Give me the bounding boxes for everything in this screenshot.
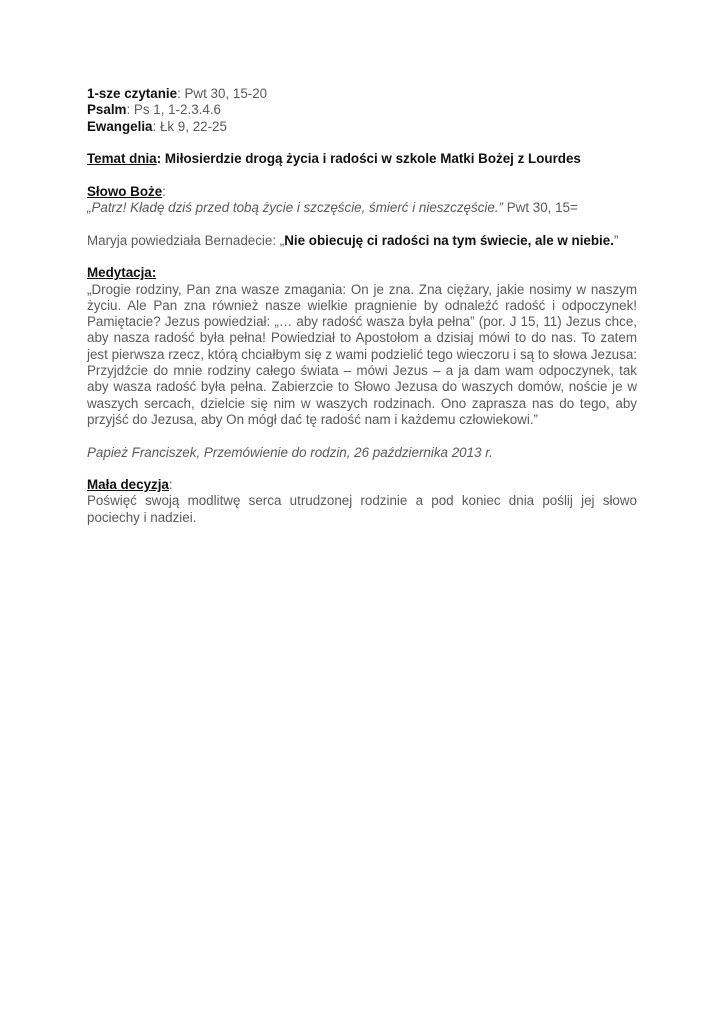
meditation-text: „Drogie rodziny, Pan zna wasze zmagania: On je zna. Zna ciężary, jakie nosimy w naszym życiu. Ale Pan zna również nasze wielkie pragnienie by odnaleźć radość i odpoczynek! Pamiętacie? Jezus powiedział: „… aby radość wasza była pełna” (por. J 15, 11) Jezus chce, aby nasza radość była pełna! Powiedział to Apostołom a dzisiaj mówi to do nas. To zatem jest pierwsza rzecz, którą chciałbym się z wami podzielić tego wieczoru i są to słowa Jezusa: Przyjdźcie do mnie rodziny całego świata – mówi Jezus – a ja dam wam odpoczynek, tak aby wasza radość była pełna. Zabierzcie to Słowo Jezusa do waszych domów, noście je w waszych sercach, dzielcie się nim w waszych rodzinach. Ono zaprasza nas do tego, aby przyjść do Jezusa, aby On mógł dać tę radość nam i każdemu człowiekowi.” (87, 281, 637, 427)
gospel-label: Ewangelia (87, 118, 153, 134)
psalm-line (87, 102, 637, 118)
theme-line (87, 151, 637, 167)
word-ref: Pwt 30, 15= (503, 200, 578, 216)
first-reading-value: : Pwt 30, 15-20 (177, 86, 268, 101)
word-label: Słowo Boże (87, 183, 163, 199)
meditation-source-text: Papież Franciszek, Przemówienie do rodzin, 26 października 2013 r. (87, 444, 493, 460)
maryja-line (87, 233, 637, 249)
decision-text: Poświęć swoją modlitwę serca utrudzonej rodzinie a pod koniec dnia poślij jej słowo pociechy i nadziei. (87, 493, 637, 525)
theme-value: : Miłosierdzie drogą życia i radości w szkole Matki Bożej z Lourdes (156, 151, 581, 167)
word-quote-line (87, 200, 637, 216)
word-heading (87, 184, 637, 200)
gospel-value: : Łk 9, 22-25 (152, 118, 227, 134)
maryja-suffix: ” (613, 232, 619, 248)
decision-heading (87, 477, 637, 493)
decision-label: Mała decyzja (87, 477, 169, 493)
psalm-label: Psalm (87, 102, 127, 118)
decision-colon: : (168, 477, 173, 493)
gospel-line (87, 119, 637, 135)
maryja-prefix: Maryja powiedziała Bernadecie: „ (87, 232, 285, 248)
maryja-bold: Nie obiecuję ci radości na tym świecie, ale w niebie. (284, 232, 614, 248)
first-reading-line (87, 86, 637, 102)
word-quote: „Patrz! Kładę dziś przed tobą życie i szczęście, śmierć i nieszczęście.” (87, 200, 503, 216)
document-content (87, 86, 637, 526)
meditation-label: Medytacja: (87, 265, 157, 281)
meditation-source (87, 445, 637, 461)
theme-label: Temat dnia (87, 151, 157, 167)
psalm-value: : Ps 1, 1-2.3.4.6 (126, 102, 221, 118)
meditation-heading (87, 265, 637, 281)
first-reading-label: 1-sze czytanie (87, 86, 178, 101)
word-colon: : (162, 183, 166, 199)
